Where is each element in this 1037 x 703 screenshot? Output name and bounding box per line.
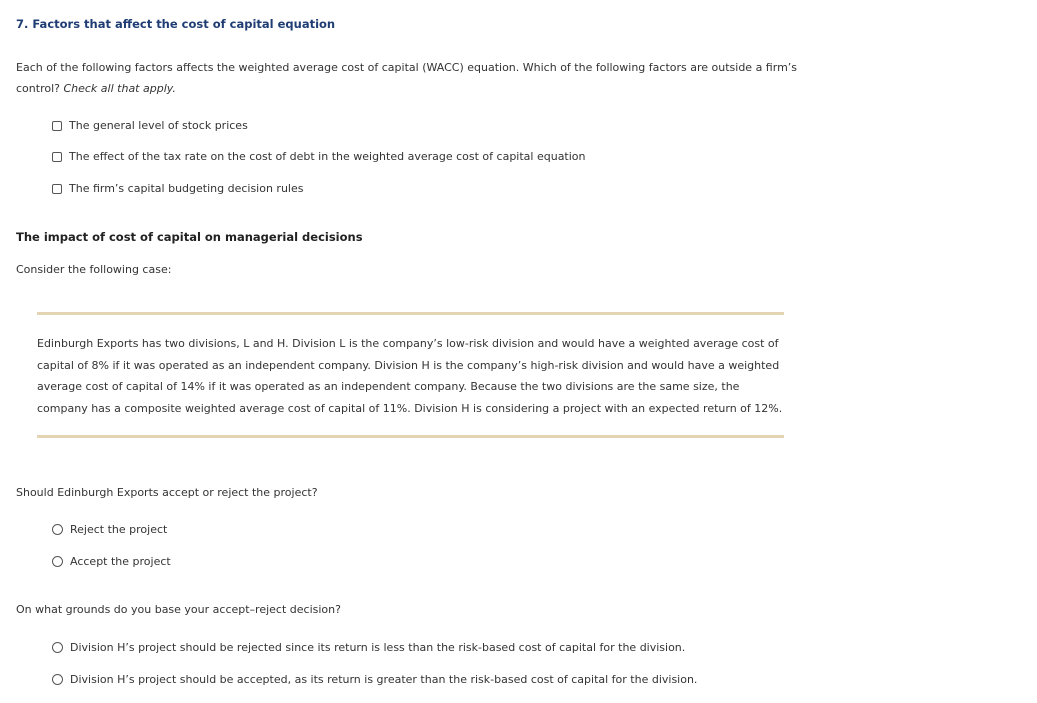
radio-label: Reject the project xyxy=(70,523,168,536)
question-text xyxy=(16,57,806,99)
case-intro: Consider the following case: xyxy=(16,263,172,276)
radio-label: Accept the project xyxy=(70,555,171,568)
checkbox-option-tax-rate[interactable] xyxy=(52,150,586,163)
checkbox-label: The general level of stock prices xyxy=(69,119,248,132)
checkbox-label: The firm’s capital budgeting decision rules xyxy=(69,182,304,195)
radio-option-reject[interactable] xyxy=(52,523,167,536)
case-bottom-divider xyxy=(37,435,784,438)
radio-option-accept[interactable] xyxy=(52,555,171,568)
radio-icon[interactable] xyxy=(52,524,63,535)
question-line-1: Each of the following factors affects the weighted average cost of capital (WACC) equation. Which of the following factors are outside a firm’s xyxy=(16,61,798,74)
radio-icon[interactable] xyxy=(52,556,63,567)
checkbox-icon[interactable] xyxy=(52,152,62,162)
checkbox-label: The effect of the tax rate on the cost of debt in the weighted average cost of capital equation xyxy=(69,150,586,163)
radio-option-grounds-accept[interactable] xyxy=(52,673,697,686)
case-text: Edinburgh Exports has two divisions, L and H. Division L is the company’s low-risk division and would have a weighted average cost of capital of 8% if it was operated as an independent company. Division H is the company’s high-risk division and would have a weighted average cost of capital of 14% if it was operated as an independent company. Because the two divisions are the same size, the company has a composite weighted average cost of capital of 11%. Division H is considering a project with an expected return of 12%. xyxy=(37,337,783,415)
checkbox-option-budgeting-rules[interactable] xyxy=(52,182,303,195)
case-top-divider xyxy=(37,312,784,315)
checkbox-option-stock-prices[interactable] xyxy=(52,119,248,132)
radio-label: Division H’s project should be accepted, as its return is greater than the risk-based cost of capital for the division. xyxy=(70,673,698,686)
radio-icon[interactable] xyxy=(52,674,63,685)
radio-label: Division H’s project should be rejected since its return is less than the risk-based cost of capital for the division. xyxy=(70,641,686,654)
impact-heading: The impact of cost of capital on managerial decisions xyxy=(16,230,363,244)
grounds-question: On what grounds do you base your accept–reject decision? xyxy=(16,603,341,616)
question-line-2: control? xyxy=(16,82,64,95)
checkbox-icon[interactable] xyxy=(52,121,62,131)
checkbox-icon[interactable] xyxy=(52,184,62,194)
radio-option-grounds-reject[interactable] xyxy=(52,641,685,654)
question-instruction: Check all that apply. xyxy=(63,82,176,95)
decision-question: Should Edinburgh Exports accept or reject the project? xyxy=(16,486,318,499)
section-title: 7. Factors that affect the cost of capital equation xyxy=(16,17,336,31)
radio-icon[interactable] xyxy=(52,642,63,653)
